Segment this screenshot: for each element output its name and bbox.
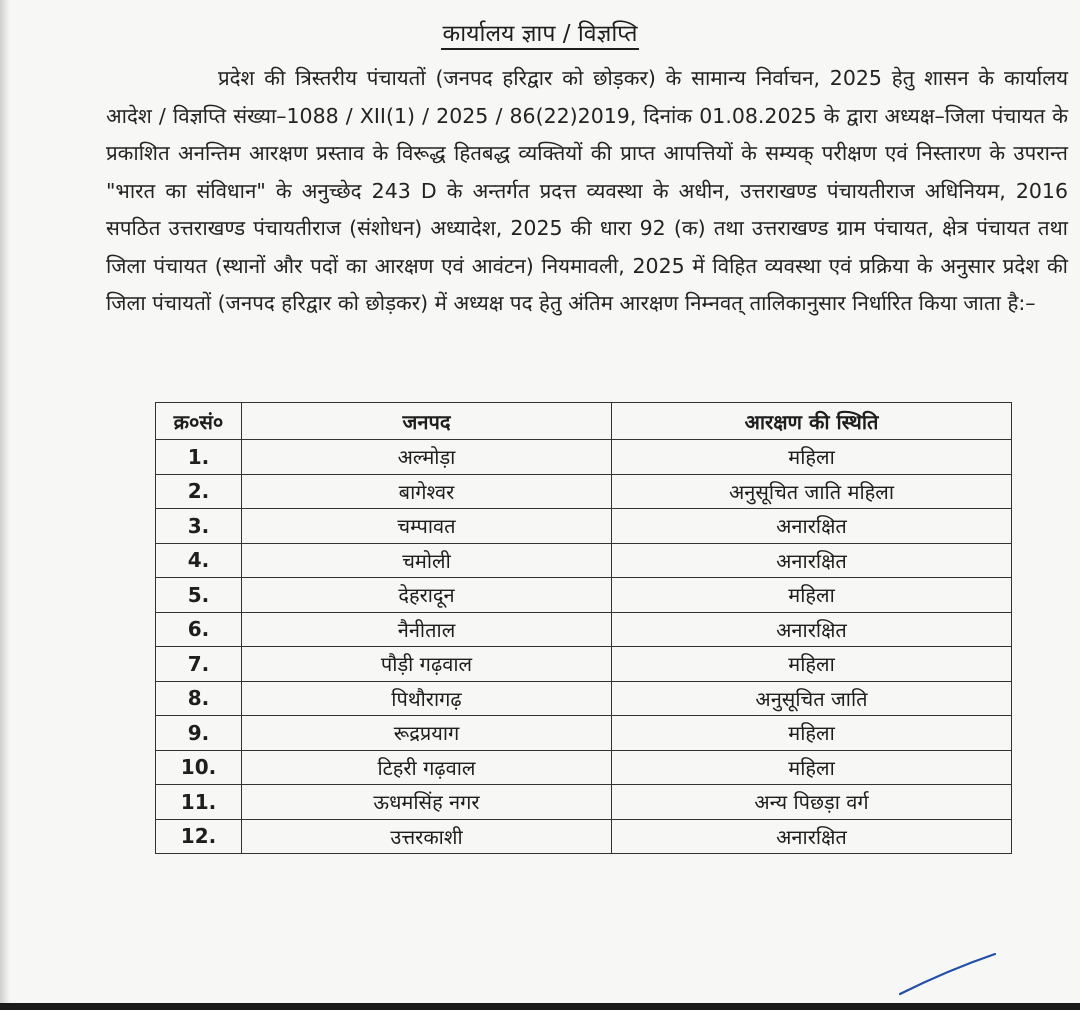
table-row [156, 785, 1012, 820]
document-title-text: कार्यालय ज्ञाप / विज्ञप्ति [441, 21, 640, 50]
table-row [156, 647, 1012, 682]
table-row [156, 681, 1012, 716]
header-district: जनपद [242, 403, 612, 440]
cell-district: टिहरी गढ़वाल [242, 750, 612, 785]
cell-reservation-status: महिला [612, 716, 1012, 751]
screen-bottom-edge [0, 1003, 1080, 1010]
cell-serial: 10. [156, 750, 242, 785]
cell-reservation-status: अन्य पिछड़ा वर्ग [612, 785, 1012, 820]
cell-district: बागेश्वर [242, 474, 612, 509]
cell-district: रूद्रप्रयाग [242, 716, 612, 751]
cell-serial: 3. [156, 509, 242, 544]
cell-serial: 9. [156, 716, 242, 751]
table-header-row [156, 403, 1012, 440]
table-row [156, 474, 1012, 509]
cell-reservation-status: अनारक्षित [612, 509, 1012, 544]
cell-district: चम्पावत [242, 509, 612, 544]
cell-serial: 6. [156, 612, 242, 647]
cell-reservation-status: अनारक्षित [612, 819, 1012, 854]
cell-serial: 1. [156, 440, 242, 475]
table-row [156, 750, 1012, 785]
header-reservation-status: आरक्षण की स्थिति [612, 403, 1012, 440]
table-row [156, 716, 1012, 751]
table-row [156, 578, 1012, 613]
cell-reservation-status: अनारक्षित [612, 612, 1012, 647]
document-body: प्रदेश की त्रिस्तरीय पंचायतों (जनपद हरिद्वार को छोड़कर) के सामान्य निर्वाचन, 2025 हेतु शासन के कार्यालय आदेश / विज्ञप्ति संख्या–1088 / XII(1) / 2025 / 86(22)2019, दिनांक 01.08.2025 के द्वारा अध्यक्ष–जिला पंचायत के प्रकाशित अनन्तिम आरक्षण प्रस्ताव के विरूद्ध हितबद्ध व्यक्तियों की प्राप्त आपत्तियों के सम्यक् परीक्षण एवं निस्तारण के उपरान्त "भारत का संविधान" के अनुच्छेद 243 D के अन्तर्गत प्रदत्त व्यवस्था के अधीन, उत्तराखण्ड पंचायतीराज अधिनियम, 2016 सपठित उत्तराखण्ड पंचायतीराज (संशोधन) अध्यादेश, 2025 की धारा 92 (क) तथा उत्तराखण्ड ग्राम पंचायत, क्षेत्र पंचायत तथा जिला पंचायत (स्थानों और पदों का आरक्षण एवं आवंटन) नियमावली, 2025 में विहित व्यवस्था एवं प्रक्रिया के अनुसार प्रदेश की जिला पंचायतों (जनपद हरिद्वार को छोड़कर) में अध्यक्ष पद हेतु अंतिम आरक्षण निम्नवत् तालिकानुसार निर्धारित किया जाता है:– [106, 66, 1068, 315]
header-serial: क्र०सं० [156, 403, 242, 440]
table-row [156, 543, 1012, 578]
cell-serial: 8. [156, 681, 242, 716]
document-title [0, 16, 1080, 48]
cell-district: चमोली [242, 543, 612, 578]
cell-serial: 7. [156, 647, 242, 682]
cell-reservation-status: अनुसूचित जाति [612, 681, 1012, 716]
cell-district: नैनीताल [242, 612, 612, 647]
table-row [156, 509, 1012, 544]
cell-serial: 4. [156, 543, 242, 578]
reservation-table [155, 402, 1012, 854]
table-row [156, 612, 1012, 647]
signature-mark [898, 948, 998, 998]
table-row [156, 819, 1012, 854]
cell-reservation-status: अनुसूचित जाति महिला [612, 474, 1012, 509]
cell-reservation-status: अनारक्षित [612, 543, 1012, 578]
cell-district: पिथौरागढ़ [242, 681, 612, 716]
cell-reservation-status: महिला [612, 578, 1012, 613]
cell-reservation-status: महिला [612, 750, 1012, 785]
cell-serial: 2. [156, 474, 242, 509]
cell-district: अल्मोड़ा [242, 440, 612, 475]
cell-serial: 12. [156, 819, 242, 854]
cell-district: ऊधमसिंह नगर [242, 785, 612, 820]
table-row [156, 440, 1012, 475]
page-edge-shadow [0, 0, 10, 1010]
cell-district: पौड़ी गढ़वाल [242, 647, 612, 682]
cell-district: उत्तरकाशी [242, 819, 612, 854]
cell-district: देहरादून [242, 578, 612, 613]
cell-reservation-status: महिला [612, 647, 1012, 682]
cell-serial: 11. [156, 785, 242, 820]
cell-reservation-status: महिला [612, 440, 1012, 475]
cell-serial: 5. [156, 578, 242, 613]
table-body [156, 440, 1012, 854]
